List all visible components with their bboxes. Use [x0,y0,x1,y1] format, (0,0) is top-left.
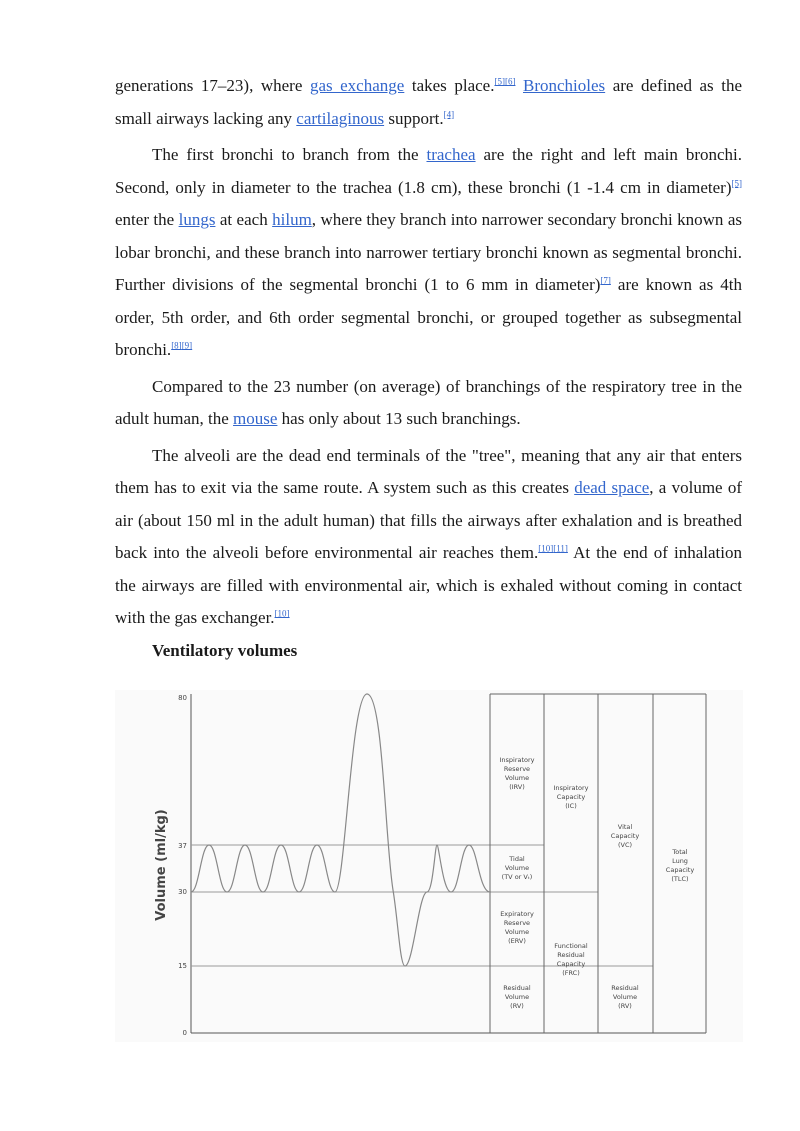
frc-line: Functional [554,942,588,950]
rv-line: (RV) [618,1002,632,1010]
rv-line: (RV) [510,1002,524,1010]
citation-7[interactable]: [7] [600,275,611,286]
frc-line: (FRC) [562,969,580,977]
tick-80: 80 [178,694,187,702]
link-trachea[interactable]: trachea [426,145,476,164]
link-bronchioles[interactable]: Bronchioles [523,76,606,95]
tick-15: 15 [178,962,187,970]
text [515,76,523,95]
text: At the end of inhalation the airways are filled with environmental air, which is exhaled without coming in contact with the gas exchanger. [115,543,742,627]
ic-line: Capacity [556,793,586,801]
tick-0: 0 [182,1029,187,1037]
paragraph-2 [115,139,742,367]
vc-label [611,823,640,849]
citation-8[interactable]: [8] [171,340,182,351]
text: are the right and left main bronchi. Second, only in diameter to the trachea (1.8 cm), these bronchi (1 -1.4 cm in diameter) [115,145,742,197]
citation-4[interactable]: [4] [443,108,455,119]
citation-5[interactable]: [5] [731,177,742,188]
erv-line: Volume [504,928,530,936]
text: Compared to the 23 number (on average) of branchings of the respiratory tree in the adult human, the [115,376,742,428]
link-gas-exchange[interactable]: gas exchange [309,76,405,95]
text: The alveoli are the dead end terminals of the "tree", meaning that any air that enters them has to exit via the same route. A system such as this creates [115,445,742,497]
text: support. [384,108,444,128]
tv-line: Volume [504,864,530,872]
text: , a volume of air (about 150 ml in the adult human) that fills the airways after exhalation and is breathed back into the alveoli before environmental air reaches them. [115,478,742,562]
link-cartilaginous[interactable]: cartilaginous [296,108,385,128]
tlc-label [666,848,695,883]
link-dead-space[interactable]: dead space [574,478,650,497]
paragraph-3 [115,371,742,436]
irv-line: Volume [504,774,530,782]
tlc-line: Total [672,848,688,856]
citation-5[interactable]: [5] [494,76,505,87]
lung-volumes-diagram [115,690,743,1042]
tv-label [502,855,533,881]
link-hilum[interactable]: hilum [272,210,312,229]
vc-line: Capacity [610,832,640,840]
paragraph-4 [115,440,742,635]
tlc-line: (TLC) [671,875,689,883]
breathing-curve [191,694,490,966]
citation-10[interactable]: [10] [538,543,554,554]
link-mouse[interactable]: mouse [233,409,278,428]
vc-line: Vital [617,823,633,831]
y-axis-label: Volume (ml/kg) [154,809,169,921]
irv-label [499,756,534,791]
tick-37: 37 [178,842,187,850]
paragraph-1 [115,70,742,135]
irv-line: Inspiratory [499,756,535,764]
tick-30: 30 [178,888,187,896]
rv2-label [611,984,639,1010]
citation-10[interactable]: [10] [274,608,290,619]
text: are known as 4th order, 5th order, and 6th order segmental bronchi, or grouped together as subsegmental bronchi. [115,275,742,359]
section-heading: Ventilatory volumes [152,640,298,660]
text: at each [215,210,273,229]
tlc-line: Lung [672,857,688,865]
tv-line: Tidal [509,855,525,863]
text: generations 17–23), where [115,76,310,95]
citation-9[interactable]: [9] [181,340,193,351]
tv-line: (TV or Vₜ) [501,873,533,881]
text: are defined as the small airways lacking any [115,76,742,128]
text: , where they branch into narrower secondary bronchi known as lobar bronchi, and these branch into narrower tertiary bronchi known as segmental bronchi. Further divisions of the segmental bronchi (1 to 6 mm in diameter) [115,210,742,294]
text: The first bronchi to branch from the [152,145,427,164]
document-body [115,70,742,663]
ic-label [553,784,588,810]
rv-line: Residual [503,984,531,992]
ventilatory-volumes-figure [115,690,743,1042]
rv-line: Volume [612,993,638,1001]
citation-11[interactable]: [11] [553,543,568,554]
ic-line: (IC) [565,802,577,810]
vc-line: (VC) [617,841,633,849]
erv-line: Expiratory [500,910,534,918]
frc-label [554,942,588,977]
ic-line: Inspiratory [553,784,589,792]
link-lungs[interactable]: lungs [178,210,216,229]
tlc-line: Capacity [665,866,695,874]
text: has only about 13 such branchings. [277,409,521,428]
erv-line: (ERV) [508,937,526,945]
text: takes place. [404,76,495,95]
rv-line: Volume [504,993,530,1001]
irv-line: Reserve [503,765,531,773]
text: enter the [115,210,179,229]
frc-line: Residual [557,951,585,959]
rv-line: Residual [611,984,639,992]
irv-line: (IRV) [509,783,525,791]
frc-line: Capacity [556,960,586,968]
erv-label [500,910,534,945]
erv-line: Reserve [503,919,531,927]
rv-label [503,984,531,1010]
citation-6[interactable]: [6] [504,76,516,87]
